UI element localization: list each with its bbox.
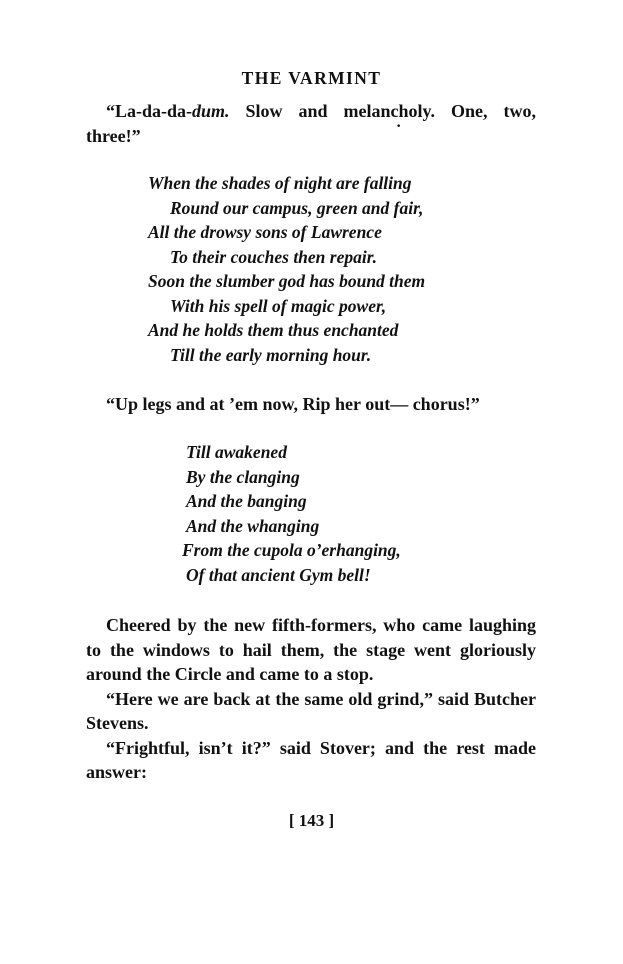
narrative-paragraph: Cheered by the new fifth-formers, who came laughing to the windows to hail them, the stage went gloriously around the Circle and came to a stop. <box>86 615 536 684</box>
intro-text-end: Slow and melancholy. One, two, three!” <box>86 101 536 146</box>
verse-line: To their couches then repair. <box>170 246 377 267</box>
verse-line: All the drowsy sons of Lawrence <box>148 222 382 242</box>
intro-text-start: “La-da-da- <box>106 101 193 121</box>
verse-line: By the clanging <box>186 466 300 487</box>
narrative-paragraph: “Here we are back at the same old grind,” said Butcher Stevens. <box>86 688 536 733</box>
verse-line: Till the early morning hour. <box>170 344 372 365</box>
intro-paragraph <box>86 99 536 148</box>
chorus-call-paragraph <box>86 392 536 417</box>
chorus-call-text: “Up legs and at ’em now, Rip her out— chorus!” <box>106 394 480 414</box>
verse-line: And the whanging <box>186 515 320 536</box>
narrative-paragraph: “Frightful, isn’t it?” said Stover; and the rest made answer: <box>86 737 536 782</box>
verse-stanza-2 <box>182 440 401 587</box>
verse-line: With his spell of magic power, <box>170 295 387 316</box>
verse-line: Till awakened <box>186 442 287 462</box>
verse-line: Round our campus, green and fair, <box>170 197 424 218</box>
page-number: [ 143 ] <box>288 811 335 830</box>
verse-line: When the shades of night are falling <box>148 173 412 193</box>
verse-line: And the banging <box>186 491 307 511</box>
verse-stanza-1 <box>148 171 425 367</box>
verse-line: Of that ancient Gym bell! <box>186 564 371 585</box>
stray-mark: · <box>396 118 402 135</box>
narrative-block <box>86 613 536 785</box>
intro-text-emphasis: dum. <box>192 101 230 121</box>
verse-line: Soon the slumber god has bound them <box>148 271 426 291</box>
verse-line: From the cupola o’erhanging, <box>182 540 401 560</box>
running-head: THE VARMINT <box>241 68 382 88</box>
verse-line: And he holds them thus enchanted <box>148 320 399 340</box>
